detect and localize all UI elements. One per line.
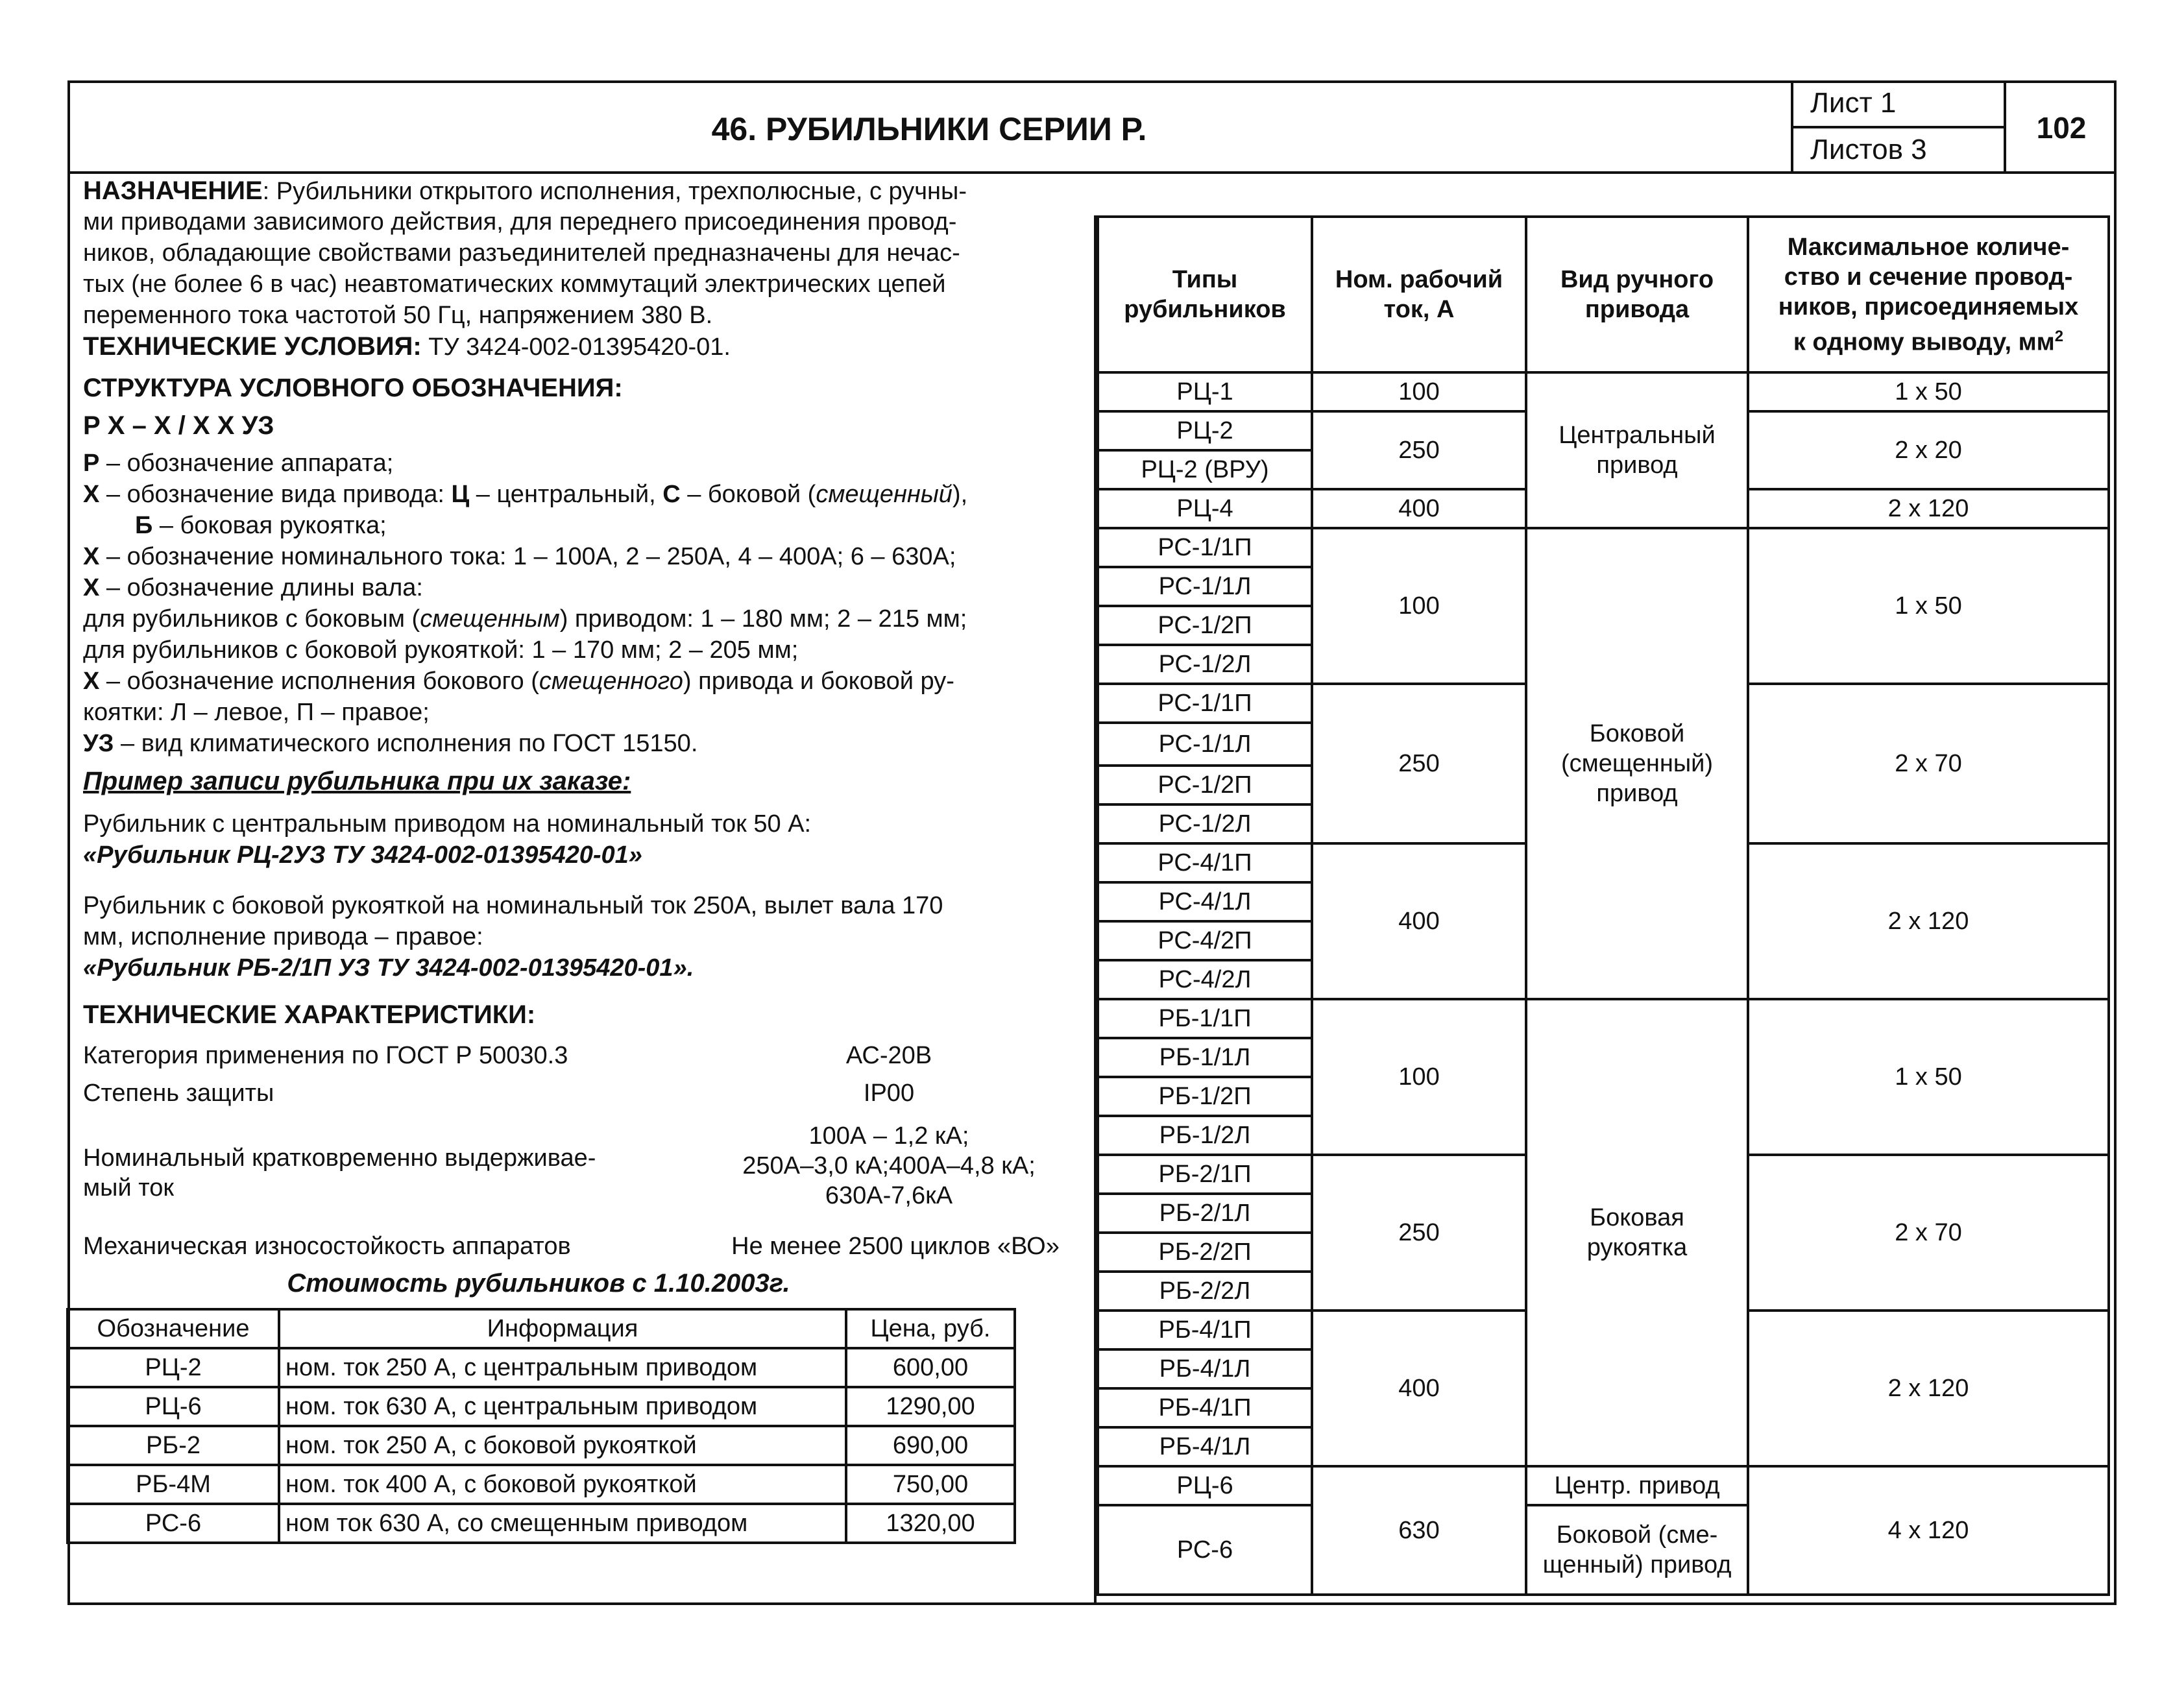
header-types: Типы рубильников (1098, 217, 1312, 372)
current-label-1: Номинальный кратковременно выдерживае- (83, 1144, 596, 1172)
table-row: РЦ-1 100 Центральный привод 1 х 50 (1098, 372, 2109, 411)
characteristics-heading: ТЕХНИЧЕСКИЕ ХАРАКТЕРИСТИКИ: (83, 1000, 536, 1029)
current-label-2: мый ток (83, 1174, 174, 1202)
table-row: РС-6 Боковой (сме- щенный) привод (1098, 1505, 2109, 1595)
header-sheet-mid (1791, 126, 2005, 128)
table-row: РС-1/2П (1098, 606, 2109, 645)
structure-p: Р – обозначение аппарата; (83, 450, 394, 477)
sheets-count-label: Листов 3 (1810, 134, 1927, 165)
structure-u3: УЗ – вид климатического исполнения по ГОСТ 15150. (83, 730, 698, 757)
order-example-2-code: «Рубильник РБ-2/1П УЗ ТУ 3424-002-01395420-01». (83, 954, 694, 982)
table-row: РБ-2/1Л (1098, 1194, 2109, 1233)
price-table-header (67, 1309, 1015, 1348)
table-row: РЦ-4 400 2 х 120 (1098, 489, 2109, 528)
structure-formula: Р Х – Х / Х Х УЗ (83, 411, 274, 440)
current-value-3: 630А-7,6кА (825, 1182, 953, 1209)
table-row: РБ-4/1Л (1098, 1427, 2109, 1466)
protection-label: Степень защиты (83, 1080, 274, 1107)
table-row: РЦ-2 (ВРУ) (1098, 450, 2109, 489)
price-header-info: Информация (279, 1309, 846, 1348)
structure-x4-line2: коятки: Л – левое, П – правое; (83, 699, 430, 726)
table-row: РС-1/1П 250 2 х 70 (1098, 684, 2109, 723)
table-row: РС-4/2Л (1098, 960, 2109, 999)
page-title: 46. РУБИЛЬНИКИ СЕРИИ Р. (711, 111, 1147, 147)
table-row: РБ-2/2П (1098, 1233, 2109, 1272)
structure-x1: Х – обозначение вида привода: Ц – центральный, С – боковой (смещенный), (83, 481, 968, 508)
table-row: РС-1/2Л (1098, 804, 2109, 843)
wear-label: Механическая износостойкость аппаратов (83, 1233, 571, 1260)
table-row: РЦ-6 ном. ток 630 А, с центральным приводом 1290,00 (67, 1387, 1015, 1426)
table-row: РБ-2/2Л (1098, 1272, 2109, 1311)
price-table-title: Стоимость рубильников с 1.10.2003г. (287, 1269, 790, 1298)
structure-x1-cont: Б – боковая рукоятка; (135, 512, 387, 539)
table-row: РС-6 ном ток 630 А, со смещенным приводом 1320,00 (67, 1504, 1015, 1543)
category-label: Категория применения по ГОСТ Р 50030.3 (83, 1042, 568, 1069)
purpose-line-3: ников, обладающие свойствами разъединителей предназначены для нечас- (83, 239, 960, 267)
table-row: РЦ-2 ном. ток 250 А, с центральным приводом 600,00 (67, 1348, 1015, 1387)
current-value-2: 250А–3,0 кА;400А–4,8 кА; (742, 1152, 1036, 1179)
structure-x3: Х – обозначение длины вала: (83, 574, 423, 601)
table-row: РБ-4М ном. ток 400 А, с боковой рукояткой 750,00 (67, 1465, 1015, 1504)
purpose-line-2: ми приводами зависимого действия, для переднего присоединения провод- (83, 208, 957, 236)
table-row: РС-4/1Л (1098, 882, 2109, 921)
current-value-1: 100А – 1,2 кА; (808, 1122, 969, 1150)
order-example-1-code: «Рубильник РЦ-2УЗ ТУ 3424-002-01395420-01» (83, 841, 642, 869)
table-row: РБ-2/1П 250 2 х 70 (1098, 1155, 2109, 1194)
order-example-heading: Пример записи рубильника при их заказе: (83, 767, 631, 795)
table-row: РС-4/1П 400 2 х 120 (1098, 843, 2109, 882)
table-row: РС-1/1Л (1098, 567, 2109, 606)
page-number: 102 (2036, 111, 2087, 145)
table-row: РС-1/1П 100 Боковой (смещенный) привод 1 х 50 (1098, 528, 2109, 567)
wear-value: Не менее 2500 циклов «ВО» (731, 1233, 1060, 1260)
purpose-label: НАЗНАЧЕНИЕ (83, 176, 263, 205)
table-row: РЦ-2 250 2 х 20 (1098, 411, 2109, 450)
table-row: РС-1/2Л (1098, 645, 2109, 684)
price-table (66, 1308, 1016, 1544)
table-row: РБ-1/2Л (1098, 1116, 2109, 1155)
purpose-line-5: переменного тока частотой 50 Гц, напряжением 380 В. (83, 302, 713, 329)
structure-heading: СТРУКТУРА УСЛОВНОГО ОБОЗНАЧЕНИЯ: (83, 374, 623, 402)
switch-types-table (1097, 215, 2110, 1596)
header-current: Ном. рабочий ток, А (1312, 217, 1526, 372)
table-row: РЦ-6 630 Центр. привод 4 х 120 (1098, 1466, 2109, 1505)
table-row: РБ-1/2П (1098, 1077, 2109, 1116)
tech-conditions: ТЕХНИЧЕСКИЕ УСЛОВИЯ: ТУ 3424-002-01395420-01. (83, 332, 731, 361)
price-header-code: Обозначение (67, 1309, 279, 1348)
protection-value: IP00 (863, 1080, 915, 1107)
table-row: РБ-2 ном. ток 250 А, с боковой рукояткой 690,00 (67, 1426, 1015, 1465)
table-row: РБ-4/1П 400 2 х 120 (1098, 1311, 2109, 1349)
table-row: РБ-1/1П 100 Боковая рукоятка 1 х 50 (1098, 999, 2109, 1038)
sheet-label: Лист 1 (1810, 87, 1897, 119)
structure-x2: Х – обозначение номинального тока: 1 – 100А, 2 – 250А, 4 – 400А; 6 – 630А; (83, 543, 956, 570)
order-example-2-text1: Рубильник с боковой рукояткой на номинальный ток 250А, вылет вала 170 (83, 892, 943, 919)
table-row: РБ-4/1Л (1098, 1349, 2109, 1388)
order-example-2-text2: мм, исполнение привода – правое: (83, 923, 483, 950)
table-row: РС-4/2П (1098, 921, 2109, 960)
table-row: РС-1/2П (1098, 766, 2109, 804)
table-row: РБ-1/1Л (1098, 1038, 2109, 1077)
price-header-price: Цена, руб. (846, 1309, 1015, 1348)
order-example-1-text: Рубильник с центральным приводом на номинальный ток 50 А: (83, 810, 812, 838)
structure-x4: Х – обозначение исполнения бокового (смещенного) привода и боковой ру- (83, 668, 954, 695)
structure-x3-line1: для рубильников с боковым (смещенным) приводом: 1 – 180 мм; 2 – 215 мм; (83, 605, 967, 633)
header-drive: Вид ручного привода (1526, 217, 1748, 372)
category-value: АС-20В (845, 1042, 932, 1069)
header-wires: Максимальное количе- ство и сечение провод- ников, присоединяемых к одному выводу, $мм^2$ (1748, 217, 2109, 372)
purpose-line-1: НАЗНАЧЕНИЕ: Рубильники открытого исполнения, трехполюсные, с ручны- (83, 176, 967, 205)
purpose-line-4: тых (не более 6 в час) неавтоматических коммутаций электрических цепей (83, 271, 946, 298)
table-row: РБ-4/1П (1098, 1388, 2109, 1427)
header-divider (67, 171, 2117, 174)
table-row: РС-1/1Л (1098, 723, 2109, 766)
structure-x3-line2: для рубильников с боковой рукояткой: 1 – 170 мм; 2 – 205 мм; (83, 636, 799, 664)
main-table-header (1098, 217, 2109, 372)
